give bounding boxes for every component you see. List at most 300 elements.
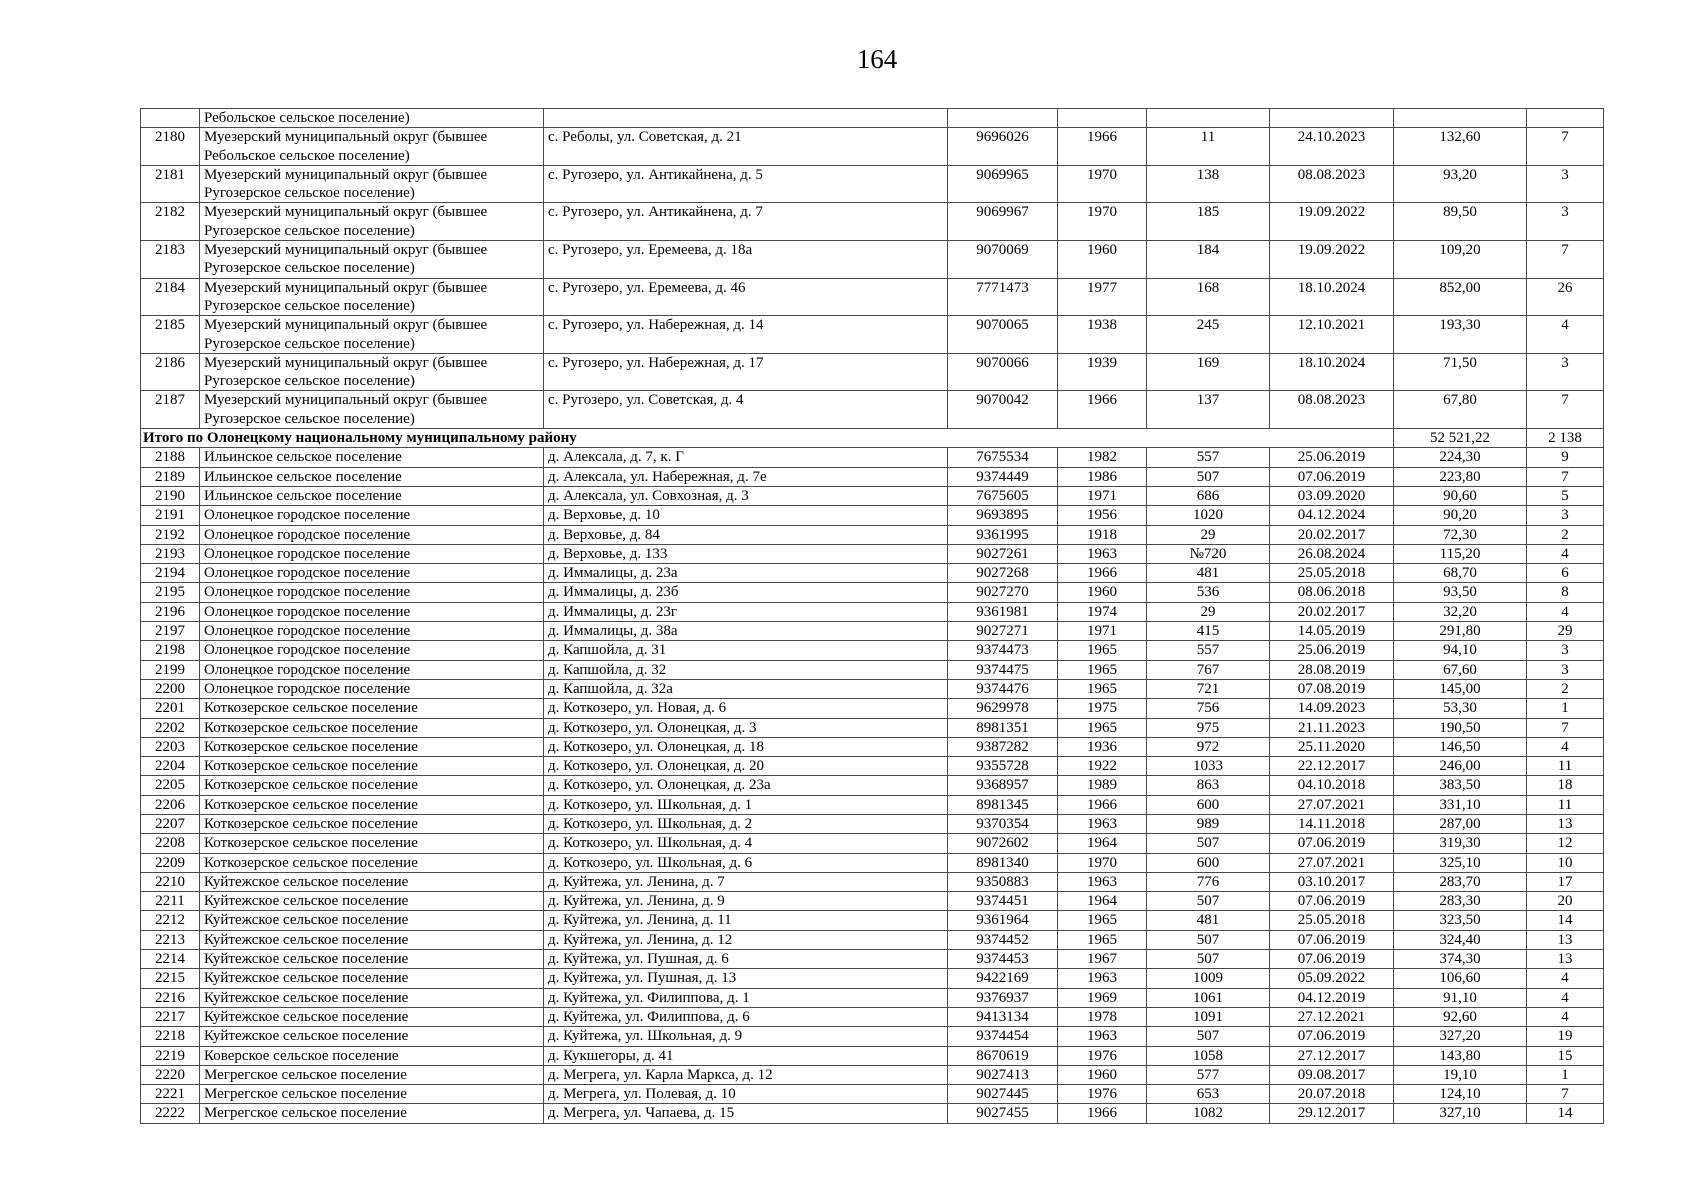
year-cell: 1956 bbox=[1058, 506, 1147, 525]
table-row bbox=[141, 602, 1604, 621]
document-date-cell: 27.12.2017 bbox=[1270, 1046, 1394, 1065]
settlement-line: Муезерский муниципальный округ (бывшее bbox=[204, 354, 488, 371]
address-cell: с. Реболы, ул. Советская, д. 21 bbox=[544, 128, 948, 166]
document-number-cell: №720 bbox=[1147, 544, 1270, 563]
year-cell: 1970 bbox=[1058, 203, 1147, 241]
document-number-cell bbox=[1147, 109, 1270, 128]
code-cell: 9374473 bbox=[948, 641, 1058, 660]
settlement-cell: Коткозерское сельское поселение bbox=[200, 834, 544, 853]
settlement-cell: Олонецкое городское поселение bbox=[200, 525, 544, 544]
document-number-cell: 557 bbox=[1147, 448, 1270, 467]
row-number-cell: 2185 bbox=[141, 316, 200, 354]
code-cell: 9355728 bbox=[948, 757, 1058, 776]
table-row bbox=[141, 641, 1604, 660]
row-number-cell: 2196 bbox=[141, 602, 200, 621]
residents-cell: 5 bbox=[1527, 486, 1604, 505]
address-cell: д. Мегрега, ул. Полевая, д. 10 bbox=[544, 1085, 948, 1104]
row-number-cell: 2214 bbox=[141, 950, 200, 969]
year-cell: 1977 bbox=[1058, 278, 1147, 316]
settlement-cell: Мегрегское сельское поселение bbox=[200, 1065, 544, 1084]
row-number-cell: 2190 bbox=[141, 486, 200, 505]
table-row bbox=[141, 776, 1604, 795]
area-cell: 193,30 bbox=[1394, 316, 1527, 354]
document-date-cell: 28.08.2019 bbox=[1270, 660, 1394, 679]
table-row bbox=[141, 699, 1604, 718]
row-number-cell: 2204 bbox=[141, 757, 200, 776]
area-cell: 283,70 bbox=[1394, 872, 1527, 891]
code-cell: 7675534 bbox=[948, 448, 1058, 467]
row-number-cell: 2194 bbox=[141, 564, 200, 583]
table-row bbox=[141, 834, 1604, 853]
year-cell: 1960 bbox=[1058, 241, 1147, 279]
code-cell: 9374451 bbox=[948, 892, 1058, 911]
document-number-cell: 507 bbox=[1147, 467, 1270, 486]
row-number-cell: 2202 bbox=[141, 718, 200, 737]
document-date-cell: 27.12.2021 bbox=[1270, 1007, 1394, 1026]
document-date-cell: 03.10.2017 bbox=[1270, 872, 1394, 891]
code-cell: 9413134 bbox=[948, 1007, 1058, 1026]
settlement-line: Ругозерское сельское поселение) bbox=[204, 297, 415, 314]
table-row bbox=[141, 564, 1604, 583]
settlement-cell: Ильинское сельское поселение bbox=[200, 486, 544, 505]
residents-cell: 8 bbox=[1527, 583, 1604, 602]
residents-cell: 3 bbox=[1527, 641, 1604, 660]
code-cell: 9374449 bbox=[948, 467, 1058, 486]
area-cell: 852,00 bbox=[1394, 278, 1527, 316]
address-cell: д. Мегрега, ул. Карла Маркса, д. 12 bbox=[544, 1065, 948, 1084]
table-row bbox=[141, 128, 1604, 166]
residents-cell: 1 bbox=[1527, 1065, 1604, 1084]
address-cell: д. Верховье, д. 84 bbox=[544, 525, 948, 544]
settlement-cell: Коткозерское сельское поселение bbox=[200, 853, 544, 872]
document-number-cell: 767 bbox=[1147, 660, 1270, 679]
area-cell: 71,50 bbox=[1394, 353, 1527, 391]
code-cell bbox=[948, 109, 1058, 128]
residents-cell bbox=[1527, 109, 1604, 128]
table-row bbox=[141, 1085, 1604, 1104]
residents-cell: 7 bbox=[1527, 1085, 1604, 1104]
area-cell: 67,60 bbox=[1394, 660, 1527, 679]
settlement-cell: Коткозерское сельское поселение bbox=[200, 757, 544, 776]
document-date-cell: 09.08.2017 bbox=[1270, 1065, 1394, 1084]
residents-cell: 7 bbox=[1527, 391, 1604, 429]
address-cell: д. Коткозеро, ул. Школьная, д. 1 bbox=[544, 795, 948, 814]
residents-cell: 4 bbox=[1527, 988, 1604, 1007]
settlement-cell: Куйтежское сельское поселение bbox=[200, 892, 544, 911]
table-row bbox=[141, 679, 1604, 698]
address-cell: с. Ругозеро, ул. Еремеева, д. 18а bbox=[544, 241, 948, 279]
year-cell bbox=[1058, 109, 1147, 128]
table-row bbox=[141, 795, 1604, 814]
code-cell: 9350883 bbox=[948, 872, 1058, 891]
settlement-cell: Куйтежское сельское поселение bbox=[200, 988, 544, 1007]
table-row bbox=[141, 737, 1604, 756]
area-cell: 143,80 bbox=[1394, 1046, 1527, 1065]
settlement-cell: Коткозерское сельское поселение bbox=[200, 795, 544, 814]
area-cell: 287,00 bbox=[1394, 814, 1527, 833]
settlement-cell bbox=[200, 353, 544, 391]
address-cell: с. Ругозеро, ул. Набережная, д. 17 bbox=[544, 353, 948, 391]
document-number-cell: 138 bbox=[1147, 165, 1270, 203]
document-number-cell: 185 bbox=[1147, 203, 1270, 241]
area-cell: 32,20 bbox=[1394, 602, 1527, 621]
settlement-cell: Куйтежское сельское поселение bbox=[200, 950, 544, 969]
row-number-cell: 2188 bbox=[141, 448, 200, 467]
residents-cell: 15 bbox=[1527, 1046, 1604, 1065]
row-number-cell: 2213 bbox=[141, 930, 200, 949]
residents-cell: 3 bbox=[1527, 660, 1604, 679]
settlement-cell: Олонецкое городское поселение bbox=[200, 506, 544, 525]
settlement-cell: Куйтежское сельское поселение bbox=[200, 1027, 544, 1046]
row-number-cell: 2193 bbox=[141, 544, 200, 563]
address-cell: с. Ругозеро, ул. Антикайнена, д. 5 bbox=[544, 165, 948, 203]
table-row bbox=[141, 353, 1604, 391]
year-cell: 1963 bbox=[1058, 1027, 1147, 1046]
area-cell: 124,10 bbox=[1394, 1085, 1527, 1104]
year-cell: 1969 bbox=[1058, 988, 1147, 1007]
document-date-cell: 25.11.2020 bbox=[1270, 737, 1394, 756]
code-cell: 9027261 bbox=[948, 544, 1058, 563]
address-cell: д. Коткозеро, ул. Олонецкая, д. 20 bbox=[544, 757, 948, 776]
code-cell: 9361964 bbox=[948, 911, 1058, 930]
settlement-line: Муезерский муниципальный округ (бывшее bbox=[204, 317, 488, 334]
residents-cell: 26 bbox=[1527, 278, 1604, 316]
document-number-cell: 989 bbox=[1147, 814, 1270, 833]
document-date-cell: 20.02.2017 bbox=[1270, 602, 1394, 621]
document-number-cell: 577 bbox=[1147, 1065, 1270, 1084]
document-date-cell: 08.08.2023 bbox=[1270, 165, 1394, 203]
code-cell: 9027268 bbox=[948, 564, 1058, 583]
address-cell: д. Куйтежа, ул. Пушная, д. 13 bbox=[544, 969, 948, 988]
residents-cell: 14 bbox=[1527, 1104, 1604, 1123]
address-cell: д. Куйтежа, ул. Ленина, д. 12 bbox=[544, 930, 948, 949]
document-number-cell: 776 bbox=[1147, 872, 1270, 891]
table-row bbox=[141, 853, 1604, 872]
code-cell: 7675605 bbox=[948, 486, 1058, 505]
year-cell: 1970 bbox=[1058, 165, 1147, 203]
address-cell: д. Коткозеро, ул. Школьная, д. 6 bbox=[544, 853, 948, 872]
document-number-cell: 245 bbox=[1147, 316, 1270, 354]
settlement-cell bbox=[200, 278, 544, 316]
document-number-cell: 507 bbox=[1147, 834, 1270, 853]
document-number-cell: 168 bbox=[1147, 278, 1270, 316]
document-number-cell: 653 bbox=[1147, 1085, 1270, 1104]
row-number-cell: 2200 bbox=[141, 679, 200, 698]
settlement-cell bbox=[200, 203, 544, 241]
document-number-cell: 137 bbox=[1147, 391, 1270, 429]
document-date-cell: 20.07.2018 bbox=[1270, 1085, 1394, 1104]
document-date-cell: 04.10.2018 bbox=[1270, 776, 1394, 795]
settlement-cell bbox=[200, 316, 544, 354]
settlement-cell: Коверское сельское поселение bbox=[200, 1046, 544, 1065]
area-cell: 383,50 bbox=[1394, 776, 1527, 795]
year-cell: 1922 bbox=[1058, 757, 1147, 776]
area-cell: 319,30 bbox=[1394, 834, 1527, 853]
address-cell: с. Ругозеро, ул. Набережная, д. 14 bbox=[544, 316, 948, 354]
year-cell: 1965 bbox=[1058, 641, 1147, 660]
year-cell: 1918 bbox=[1058, 525, 1147, 544]
year-cell: 1938 bbox=[1058, 316, 1147, 354]
document-number-cell: 29 bbox=[1147, 602, 1270, 621]
table-row bbox=[141, 911, 1604, 930]
settlement-line: Муезерский муниципальный округ (бывшее bbox=[204, 242, 488, 259]
address-cell: д. Капшойла, д. 31 bbox=[544, 641, 948, 660]
document-number-cell: 756 bbox=[1147, 699, 1270, 718]
area-cell: 323,50 bbox=[1394, 911, 1527, 930]
row-number-cell: 2215 bbox=[141, 969, 200, 988]
code-cell: 9070066 bbox=[948, 353, 1058, 391]
address-cell: д. Иммалицы, д. 23г bbox=[544, 602, 948, 621]
year-cell: 1964 bbox=[1058, 834, 1147, 853]
code-cell: 8981351 bbox=[948, 718, 1058, 737]
area-cell bbox=[1394, 109, 1527, 128]
row-number-cell: 2187 bbox=[141, 391, 200, 429]
residents-cell: 9 bbox=[1527, 448, 1604, 467]
page-number: 164 bbox=[856, 44, 898, 74]
settlement-cell: Коткозерское сельское поселение bbox=[200, 737, 544, 756]
code-cell: 9368957 bbox=[948, 776, 1058, 795]
year-cell: 1963 bbox=[1058, 814, 1147, 833]
residents-cell: 3 bbox=[1527, 203, 1604, 241]
code-cell: 9070042 bbox=[948, 391, 1058, 429]
code-cell: 9070069 bbox=[948, 241, 1058, 279]
settlement-cell: Куйтежское сельское поселение bbox=[200, 872, 544, 891]
year-cell: 1965 bbox=[1058, 660, 1147, 679]
year-cell: 1978 bbox=[1058, 1007, 1147, 1026]
document-number-cell: 169 bbox=[1147, 353, 1270, 391]
code-cell: 9376937 bbox=[948, 988, 1058, 1007]
area-cell: 53,30 bbox=[1394, 699, 1527, 718]
document-date-cell: 25.06.2019 bbox=[1270, 448, 1394, 467]
document-number-cell: 11 bbox=[1147, 128, 1270, 166]
residents-cell: 14 bbox=[1527, 911, 1604, 930]
residents-cell: 4 bbox=[1527, 544, 1604, 563]
table-body bbox=[141, 109, 1604, 1124]
document-number-cell: 863 bbox=[1147, 776, 1270, 795]
year-cell: 1939 bbox=[1058, 353, 1147, 391]
address-cell: д. Коткозеро, ул. Школьная, д. 2 bbox=[544, 814, 948, 833]
document-date-cell: 25.06.2019 bbox=[1270, 641, 1394, 660]
settlement-line: Ругозерское сельское поселение) bbox=[204, 410, 415, 427]
address-cell: д. Иммалицы, д. 38а bbox=[544, 622, 948, 641]
document-date-cell: 04.12.2024 bbox=[1270, 506, 1394, 525]
row-number-cell: 2186 bbox=[141, 353, 200, 391]
code-cell: 9693895 bbox=[948, 506, 1058, 525]
document-number-cell: 1020 bbox=[1147, 506, 1270, 525]
table-row bbox=[141, 622, 1604, 641]
document-date-cell: 20.02.2017 bbox=[1270, 525, 1394, 544]
code-cell: 9027271 bbox=[948, 622, 1058, 641]
address-cell: д. Куйтежа, ул. Пушная, д. 6 bbox=[544, 950, 948, 969]
settlement-cell: Коткозерское сельское поселение bbox=[200, 699, 544, 718]
row-number-cell: 2184 bbox=[141, 278, 200, 316]
code-cell: 9069967 bbox=[948, 203, 1058, 241]
document-date-cell: 22.12.2017 bbox=[1270, 757, 1394, 776]
document-number-cell: 415 bbox=[1147, 622, 1270, 641]
code-cell: 9361995 bbox=[948, 525, 1058, 544]
address-cell: д. Коткозеро, ул. Олонецкая, д. 18 bbox=[544, 737, 948, 756]
code-cell: 9070065 bbox=[948, 316, 1058, 354]
address-cell: д. Коткозеро, ул. Школьная, д. 4 bbox=[544, 834, 948, 853]
row-number-cell: 2197 bbox=[141, 622, 200, 641]
year-cell: 1976 bbox=[1058, 1085, 1147, 1104]
settlement-cell: Куйтежское сельское поселение bbox=[200, 1007, 544, 1026]
settlement-cell bbox=[200, 241, 544, 279]
code-cell: 9069965 bbox=[948, 165, 1058, 203]
year-cell: 1966 bbox=[1058, 391, 1147, 429]
document-date-cell: 08.06.2018 bbox=[1270, 583, 1394, 602]
settlement-cell: Коткозерское сельское поселение bbox=[200, 814, 544, 833]
address-cell: д. Верховье, д. 10 bbox=[544, 506, 948, 525]
residents-cell: 29 bbox=[1527, 622, 1604, 641]
settlement-line: Муезерский муниципальный округ (бывшее bbox=[204, 129, 488, 146]
settlement-cell bbox=[200, 391, 544, 429]
area-cell: 223,80 bbox=[1394, 467, 1527, 486]
code-cell: 8981340 bbox=[948, 853, 1058, 872]
code-cell: 9696026 bbox=[948, 128, 1058, 166]
year-cell: 1975 bbox=[1058, 699, 1147, 718]
address-cell: д. Капшойла, д. 32 bbox=[544, 660, 948, 679]
address-cell: д. Верховье, д. 133 bbox=[544, 544, 948, 563]
year-cell: 1936 bbox=[1058, 737, 1147, 756]
document-number-cell: 507 bbox=[1147, 950, 1270, 969]
address-cell: д. Алексала, ул. Набережная, д. 7е bbox=[544, 467, 948, 486]
document-date-cell: 18.10.2024 bbox=[1270, 353, 1394, 391]
residents-cell: 7 bbox=[1527, 718, 1604, 737]
document-date-cell: 14.11.2018 bbox=[1270, 814, 1394, 833]
year-cell: 1966 bbox=[1058, 564, 1147, 583]
document-date-cell: 12.10.2021 bbox=[1270, 316, 1394, 354]
row-number-cell: 2201 bbox=[141, 699, 200, 718]
residents-cell: 4 bbox=[1527, 316, 1604, 354]
document-date-cell: 24.10.2023 bbox=[1270, 128, 1394, 166]
row-number-cell: 2220 bbox=[141, 1065, 200, 1084]
document-number-cell: 507 bbox=[1147, 930, 1270, 949]
area-cell: 327,10 bbox=[1394, 1104, 1527, 1123]
address-cell: д. Мегрега, ул. Чапаева, д. 15 bbox=[544, 1104, 948, 1123]
document-date-cell: 03.09.2020 bbox=[1270, 486, 1394, 505]
address-cell: д. Кукшегоры, д. 41 bbox=[544, 1046, 948, 1065]
settlement-cell: Олонецкое городское поселение bbox=[200, 660, 544, 679]
address-cell: д. Куйтежа, ул. Школьная, д. 9 bbox=[544, 1027, 948, 1046]
year-cell: 1974 bbox=[1058, 602, 1147, 621]
area-cell: 132,60 bbox=[1394, 128, 1527, 166]
row-number-cell: 2218 bbox=[141, 1027, 200, 1046]
row-number-cell: 2181 bbox=[141, 165, 200, 203]
residents-cell: 4 bbox=[1527, 737, 1604, 756]
year-cell: 1960 bbox=[1058, 1065, 1147, 1084]
document-date-cell: 07.08.2019 bbox=[1270, 679, 1394, 698]
settlement-cell bbox=[200, 165, 544, 203]
residents-cell: 3 bbox=[1527, 165, 1604, 203]
row-number-cell: 2210 bbox=[141, 872, 200, 891]
table-row bbox=[141, 1065, 1604, 1084]
residents-cell: 4 bbox=[1527, 969, 1604, 988]
document-date-cell: 18.10.2024 bbox=[1270, 278, 1394, 316]
document-number-cell: 972 bbox=[1147, 737, 1270, 756]
settlement-cell: Куйтежское сельское поселение bbox=[200, 969, 544, 988]
row-number-cell bbox=[141, 109, 200, 128]
settlement-cell: Олонецкое городское поселение bbox=[200, 622, 544, 641]
document-number-cell: 686 bbox=[1147, 486, 1270, 505]
document-date-cell: 27.07.2021 bbox=[1270, 795, 1394, 814]
table-row bbox=[141, 165, 1604, 203]
settlement-cell: Олонецкое городское поселение bbox=[200, 583, 544, 602]
settlement-cell: Мегрегское сельское поселение bbox=[200, 1085, 544, 1104]
table-row bbox=[141, 278, 1604, 316]
address-cell: д. Куйтежа, ул. Ленина, д. 7 bbox=[544, 872, 948, 891]
row-number-cell: 2183 bbox=[141, 241, 200, 279]
settlement-line: Муезерский муниципальный округ (бывшее bbox=[204, 204, 488, 221]
code-cell: 9422169 bbox=[948, 969, 1058, 988]
year-cell: 1964 bbox=[1058, 892, 1147, 911]
document-number-cell: 1061 bbox=[1147, 988, 1270, 1007]
row-number-cell: 2198 bbox=[141, 641, 200, 660]
row-number-cell: 2209 bbox=[141, 853, 200, 872]
address-cell: с. Ругозеро, ул. Еремеева, д. 46 bbox=[544, 278, 948, 316]
area-cell: 19,10 bbox=[1394, 1065, 1527, 1084]
residents-cell: 11 bbox=[1527, 795, 1604, 814]
year-cell: 1963 bbox=[1058, 544, 1147, 563]
address-cell: с. Ругозеро, ул. Советская, д. 4 bbox=[544, 391, 948, 429]
code-cell: 9629978 bbox=[948, 699, 1058, 718]
code-cell: 9361981 bbox=[948, 602, 1058, 621]
settlement-cell: Олонецкое городское поселение bbox=[200, 641, 544, 660]
year-cell: 1963 bbox=[1058, 969, 1147, 988]
row-number-cell: 2217 bbox=[141, 1007, 200, 1026]
row-number-cell: 2212 bbox=[141, 911, 200, 930]
year-cell: 1965 bbox=[1058, 718, 1147, 737]
code-cell: 9027455 bbox=[948, 1104, 1058, 1123]
year-cell: 1966 bbox=[1058, 795, 1147, 814]
residents-cell: 19 bbox=[1527, 1027, 1604, 1046]
document-date-cell: 26.08.2024 bbox=[1270, 544, 1394, 563]
row-number-cell: 2195 bbox=[141, 583, 200, 602]
row-number-cell: 2221 bbox=[141, 1085, 200, 1104]
row-number-cell: 2205 bbox=[141, 776, 200, 795]
document-date-cell: 07.06.2019 bbox=[1270, 950, 1394, 969]
year-cell: 1989 bbox=[1058, 776, 1147, 795]
area-cell: 146,50 bbox=[1394, 737, 1527, 756]
residents-cell: 7 bbox=[1527, 241, 1604, 279]
code-cell: 8981345 bbox=[948, 795, 1058, 814]
address-cell: д. Коткозеро, ул. Олонецкая, д. 3 bbox=[544, 718, 948, 737]
settlement-line: Ругозерское сельское поселение) bbox=[204, 373, 415, 390]
area-cell: 72,30 bbox=[1394, 525, 1527, 544]
code-cell: 9374476 bbox=[948, 679, 1058, 698]
address-cell: д. Куйтежа, ул. Ленина, д. 9 bbox=[544, 892, 948, 911]
residents-cell: 10 bbox=[1527, 853, 1604, 872]
table-row bbox=[141, 930, 1604, 949]
document-date-cell: 27.07.2021 bbox=[1270, 853, 1394, 872]
address-cell: д. Капшойла, д. 32а bbox=[544, 679, 948, 698]
row-number-cell: 2182 bbox=[141, 203, 200, 241]
year-cell: 1967 bbox=[1058, 950, 1147, 969]
code-cell: 9027270 bbox=[948, 583, 1058, 602]
year-cell: 1976 bbox=[1058, 1046, 1147, 1065]
document-number-cell: 1082 bbox=[1147, 1104, 1270, 1123]
area-cell: 145,00 bbox=[1394, 679, 1527, 698]
year-cell: 1971 bbox=[1058, 622, 1147, 641]
area-cell: 109,20 bbox=[1394, 241, 1527, 279]
document-number-cell: 184 bbox=[1147, 241, 1270, 279]
area-cell: 283,30 bbox=[1394, 892, 1527, 911]
settlement-line: Ругозерское сельское поселение) bbox=[204, 335, 415, 352]
address-cell: д. Куйтежа, ул. Ленина, д. 11 bbox=[544, 911, 948, 930]
table-row bbox=[141, 467, 1604, 486]
residents-cell: 20 bbox=[1527, 892, 1604, 911]
area-cell: 324,40 bbox=[1394, 930, 1527, 949]
